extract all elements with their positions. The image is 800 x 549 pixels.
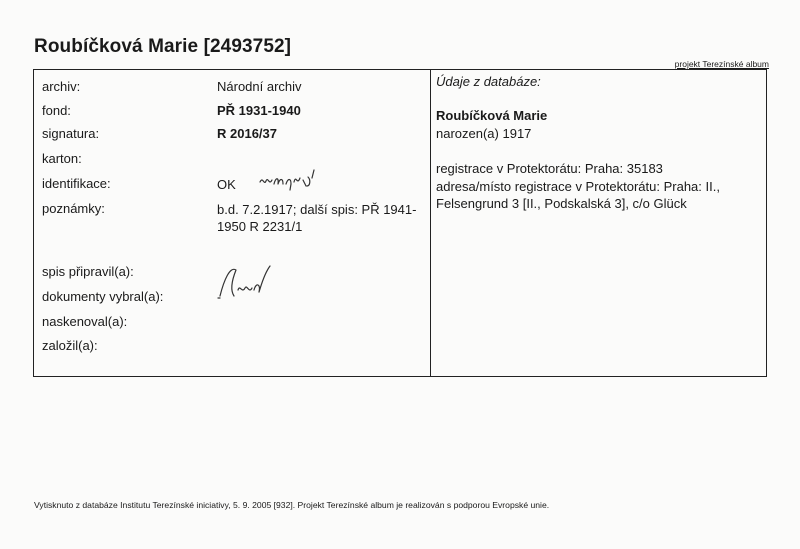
value-poznamky: b.d. 7.2.1917; další spis: PŘ 1941-1950 R 2231/1: [217, 202, 417, 234]
footer-note: Vytisknuto z databáze Institutu Terezínské iniciativy, 5. 9. 2005 [932]. Projekt Terezínské album je realizován s podporou Evropské unie.: [34, 500, 550, 510]
label-poznamky: poznámky:: [42, 201, 105, 216]
record-card: [33, 69, 767, 377]
record-name: Roubíčková Marie: [436, 108, 548, 123]
project-tag: projekt Terezínské album: [674, 59, 769, 69]
label-zalozil: založil(a):: [42, 338, 98, 353]
value-fond: PŘ 1931-1940: [217, 103, 301, 118]
value-archiv: Národní archiv: [217, 79, 302, 94]
handwritten-signature-icon: [214, 260, 284, 305]
label-dokumenty-vybral: dokumenty vybral(a):: [42, 289, 164, 304]
label-signatura: signatura:: [42, 126, 100, 141]
page-title: Roubíčková Marie [2493752]: [34, 36, 292, 57]
column-divider: [430, 70, 431, 376]
database-heading: Údaje z databáze:: [436, 74, 541, 89]
label-naskenoval: naskenoval(a):: [42, 314, 128, 329]
value-identifikace: OK: [217, 177, 236, 192]
label-fond: fond:: [42, 103, 71, 118]
record-address: adresa/místo registrace v Protektorátu: Praha: II., Felsengrund 3 [II., Podskalská 3], c/o Glück: [436, 179, 720, 211]
value-signatura: R 2016/37: [217, 126, 277, 141]
label-karton: karton:: [42, 151, 82, 166]
record-registration: registrace v Protektorátu: Praha: 35183: [436, 161, 663, 176]
record-born: narozen(a) 1917: [436, 126, 532, 141]
handwritten-note-icon: [256, 164, 326, 194]
label-identifikace: identifikace:: [42, 176, 111, 191]
label-archiv: archiv:: [42, 79, 81, 94]
label-spis-pripravil: spis připravil(a):: [42, 264, 134, 279]
